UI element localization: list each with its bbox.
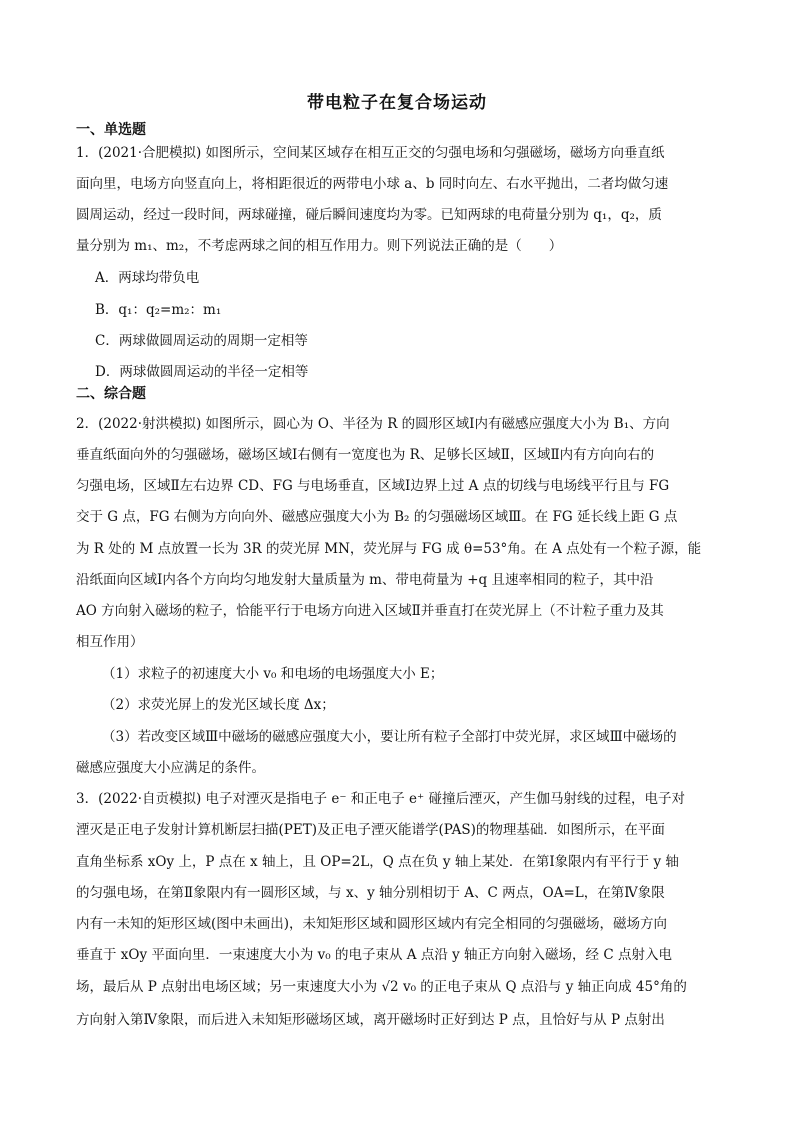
section-heading-comprehensive: 二、综合题 xyxy=(76,386,146,402)
section-heading-single-choice: 一、单选题 xyxy=(76,122,146,138)
q1-option-a: A．两球均带负电 xyxy=(95,270,200,286)
q1-option-d: D．两球做圆周运动的半径一定相等 xyxy=(95,364,309,380)
q2-line-6: 沿纸面向区域Ⅰ内各个方向均匀地发射大量质量为 m、带电荷量为 +q 且速率相同的粒子，其中沿 xyxy=(76,572,654,588)
q3-line-5: 内有一未知的矩形区域(图中未画出)，未知矩形区域和圆形区域内有完全相同的匀强磁场，磁场方向 xyxy=(76,916,668,932)
q2-sub-2: （2）求荧光屏上的发光区域长度 Δx； xyxy=(102,697,335,713)
q2-sub-3-cont: 磁感应强度大小应满足的条件。 xyxy=(76,760,265,776)
q2-sub-3: （3）若改变区域Ⅲ中磁场的磁感应强度大小，要让所有粒子全部打中荧光屏，求区域Ⅲ中磁场的 xyxy=(102,729,677,745)
q1-line-3: 圆周运动，经过一段时间，两球碰撞，碰后瞬间速度均为零。已知两球的电荷量分别为 q₁，q₂，质 xyxy=(76,207,662,223)
q2-line-3: 匀强电场，区域Ⅱ左右边界 CD、FG 与电场垂直，区域Ⅰ边界上过 A 点的切线与电场线平行且与 FG xyxy=(76,478,670,494)
q2-line-7: AO 方向射入磁场的粒子，恰能平行于电场方向进入区域Ⅱ并垂直打在荧光屏上（不计粒子重力及其 xyxy=(76,603,664,619)
q3-line-2: 湮灭是正电子发射计算机断层扫描(PET)及正电子湮灭能谱学(PAS)的物理基础．如图所示，在平面 xyxy=(76,822,665,838)
q1-line-2: 面向里，电场方向竖直向上，将相距很近的两带电小球 a、b 同时向左、右水平抛出，二者均做匀速 xyxy=(76,176,669,192)
q2-line-5: 为 R 处的 M 点放置一长为 3R 的荧光屏 MN，荧光屏与 FG 成 θ=53°角。在 A 点处有一个粒子源，能 xyxy=(76,541,702,557)
q3-line-3: 直角坐标系 xOy 上，P 点在 x 轴上，且 OP=2L，Q 点在负 y 轴上某处．在第Ⅰ象限内有平行于 y 轴 xyxy=(76,854,679,870)
q1-option-c: C．两球做圆周运动的周期一定相等 xyxy=(95,333,308,349)
q1-line-1: 1．(2021·合肥模拟) 如图所示，空间某区域存在相互正交的匀强电场和匀强磁场，磁场方向垂直纸 xyxy=(76,145,665,161)
q2-sub-1: （1）求粒子的初速度大小 v₀ 和电场的电场强度大小 E； xyxy=(102,666,444,682)
q3-line-7: 场，最后从 P 点射出电场区域；另一束速度大小为 √2 v₀ 的正电子束从 Q 点沿与 y 轴正向成 45°角的 xyxy=(76,979,687,995)
q3-line-1: 3．(2022·自贡模拟) 电子对湮灭是指电子 e⁻ 和正电子 e⁺ 碰撞后湮灭，产生伽马射线的过程，电子对 xyxy=(76,791,685,807)
q1-option-b: B．q₁：q₂=m₂：m₁ xyxy=(95,302,222,318)
q3-line-6: 垂直于 xOy 平面向里．一束速度大小为 v₀ 的电子束从 A 点沿 y 轴正方向射入磁场，经 C 点射入电 xyxy=(76,947,672,963)
q2-line-4: 交于 G 点，FG 右侧为方向向外、磁感应强度大小为 B₂ 的匀强磁场区域Ⅲ。在 FG 延长线上距 G 点 xyxy=(76,509,678,525)
page-title: 带电粒子在复合场运动 xyxy=(307,93,487,113)
q3-line-4: 的匀强电场，在第Ⅱ象限内有一圆形区域，与 x、y 轴分别相切于 A、C 两点，OA=L，在第Ⅳ象限 xyxy=(76,885,665,901)
q2-line-2: 垂直纸面向外的匀强磁场，磁场区域Ⅰ右侧有一宽度也为 R、足够长区域Ⅱ，区域Ⅱ内有方向向右的 xyxy=(76,447,655,463)
q2-line-1: 2．(2022·射洪模拟) 如图所示，圆心为 O、半径为 R 的圆形区域Ⅰ内有磁感应强度大小为 B₁、方向 xyxy=(76,416,670,432)
q2-line-8: 相互作用） xyxy=(76,634,144,650)
q1-line-4: 量分别为 m₁、m₂，不考虑两球之间的相互作用力。则下列说法正确的是（ ） xyxy=(76,238,563,254)
q3-line-8: 方向射入第Ⅳ象限，而后进入未知矩形磁场区域，离开磁场时正好到达 P 点，且恰好与从 P 点射出 xyxy=(76,1012,665,1028)
